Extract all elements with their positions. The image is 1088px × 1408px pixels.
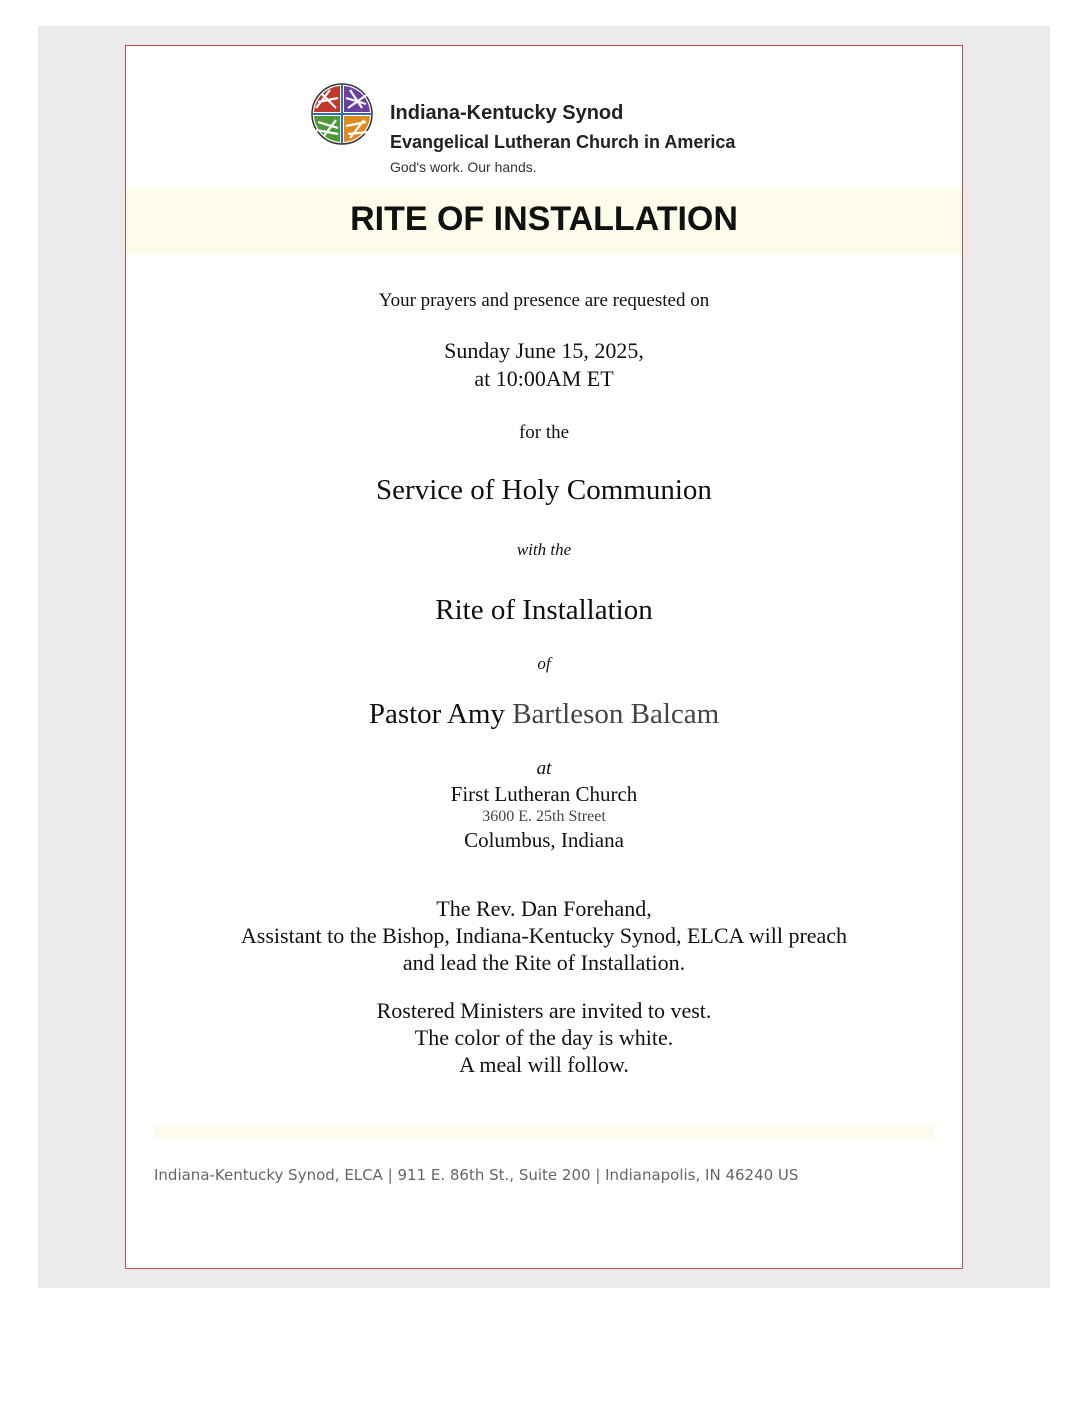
invitation-card — [125, 45, 963, 1269]
footer-address: Indiana-Kentucky Synod, ELCA | 911 E. 86th St., Suite 200 | Indianapolis, IN 46240 US — [154, 1166, 799, 1184]
with-the-line: with the — [516, 540, 572, 559]
at-line: at — [536, 758, 552, 779]
tagline: God's work. Our hands. — [390, 159, 537, 175]
pastor-last-name: Bartleson Balcam — [512, 698, 720, 730]
of-line: of — [537, 654, 551, 673]
footer-band — [154, 1125, 934, 1139]
color-note: The color of the day is white. — [414, 1025, 674, 1050]
pastor-first-name: Pastor Amy — [368, 698, 505, 730]
preacher-role: Assistant to the Bishop, Indiana-Kentucky Synod, ELCA will preach — [240, 923, 848, 948]
church-location: First Lutheran Church — [450, 782, 638, 806]
page-title: RITE OF INSTALLATION — [350, 200, 738, 238]
pastor-name — [126, 698, 962, 731]
event-date: Sunday June 15, 2025, — [444, 338, 644, 363]
church-name: Evangelical Lutheran Church in America — [390, 132, 736, 152]
rite-name: Rite of Installation — [435, 594, 653, 626]
city-state: Columbus, Indiana — [464, 828, 624, 852]
service-name: Service of Holy Communion — [376, 474, 712, 506]
event-time: at 10:00AM ET — [474, 366, 614, 391]
synod-logo — [310, 82, 810, 182]
meal-note: A meal will follow. — [459, 1052, 629, 1077]
for-the-line: for the — [518, 422, 570, 443]
elca-cross-logo-icon — [310, 82, 374, 146]
preacher-name: The Rev. Dan Forehand, — [436, 896, 652, 921]
street-address: 3600 E. 25th Street — [482, 808, 606, 825]
preacher-duty: and lead the Rite of Installation. — [402, 950, 686, 975]
vesting-note: Rostered Ministers are invited to vest. — [376, 998, 712, 1023]
request-line: Your prayers and presence are requested on — [378, 290, 710, 311]
title-banner — [126, 188, 962, 254]
synod-name: Indiana-Kentucky Synod — [390, 102, 624, 124]
